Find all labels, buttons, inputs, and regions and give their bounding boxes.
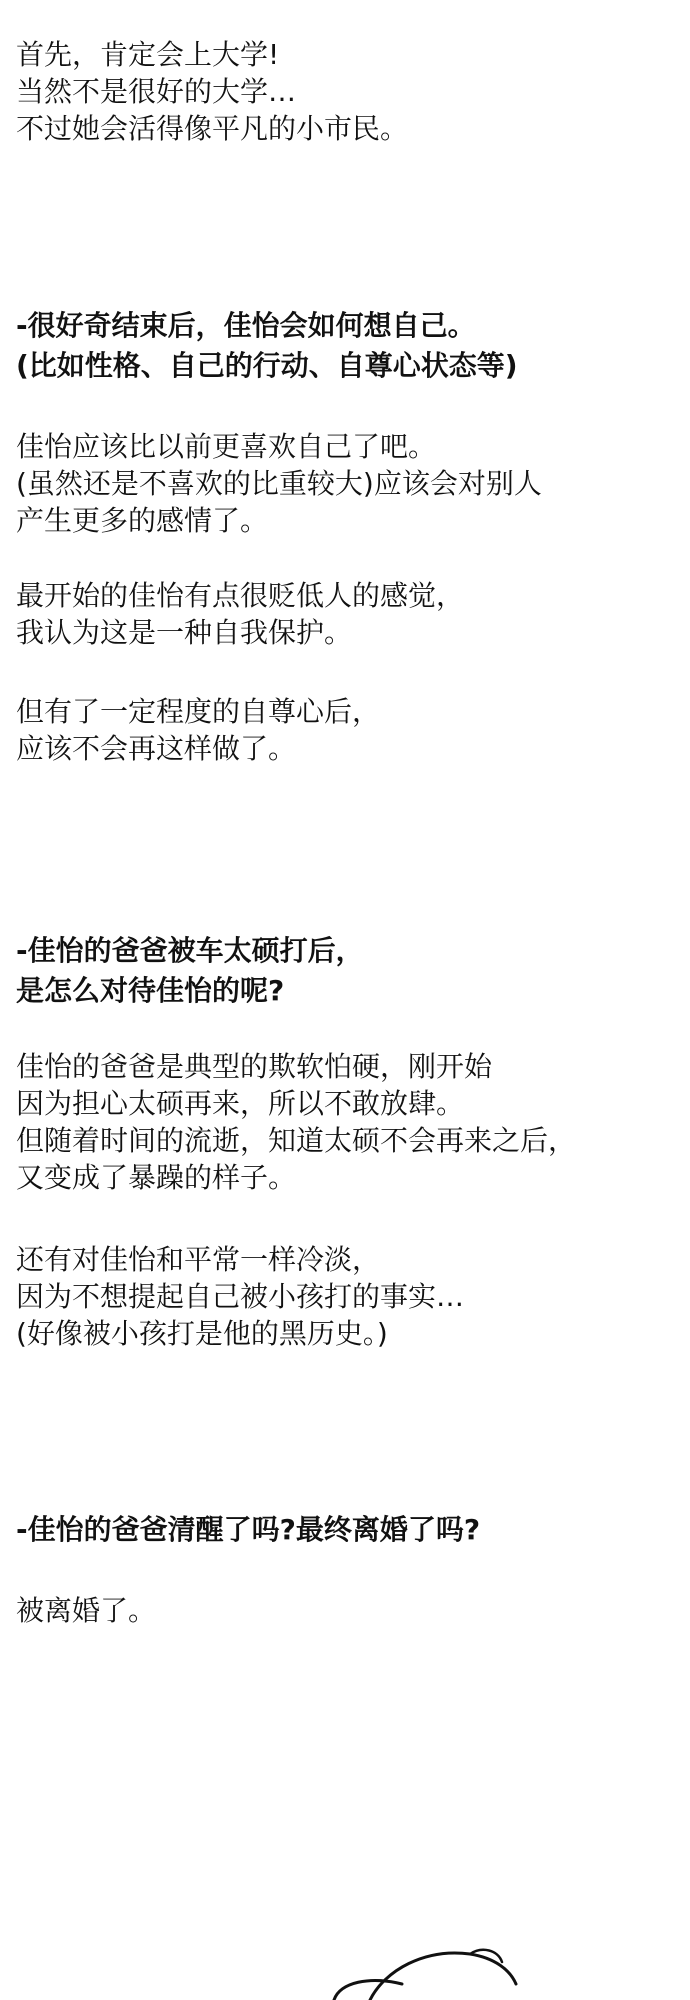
heading-line: -佳怡的爸爸被车太硕打后，: [16, 934, 364, 967]
question-heading-divorce: [16, 1510, 674, 1550]
heading-line: (比如性格、自己的行动、自尊心状态等): [16, 349, 518, 382]
answer-line: 我认为这是一种自我保护。: [16, 616, 353, 649]
doodle-drawing: [330, 1940, 530, 2000]
answer-line: 被离婚了。: [16, 1594, 157, 1627]
answer-line: (虽然还是不喜欢的比重较大)应该会对别人: [16, 467, 542, 500]
intro-line: 首先，肯定会上大学!: [16, 38, 280, 71]
answer-line: 还有对佳怡和平常一样冷淡，: [16, 1243, 381, 1276]
question-heading-father-treatment: [16, 931, 674, 1011]
answer-paragraph: [16, 428, 674, 539]
intro-line: 当然不是很好的大学…: [16, 75, 297, 108]
answer-paragraph: [16, 1048, 674, 1196]
answer-paragraph: [16, 1241, 674, 1352]
intro-paragraph: [16, 36, 674, 147]
answer-line: 但有了一定程度的自尊心后，: [16, 695, 381, 728]
answer-paragraph: [16, 1592, 674, 1629]
answer-line: 最开始的佳怡有点很贬低人的感觉，: [16, 579, 465, 612]
doodle-sketch-icon: [330, 1940, 530, 2000]
answer-line: 因为担心太硕再来，所以不敢放肆。: [16, 1087, 465, 1120]
heading-line: 是怎么对待佳怡的呢?: [16, 974, 285, 1007]
answer-line: 因为不想提起自己被小孩打的事实…: [16, 1280, 465, 1313]
intro-line: 不过她会活得像平凡的小市民。: [16, 112, 409, 145]
answer-paragraph: [16, 577, 674, 651]
answer-line: 又变成了暴躁的样子。: [16, 1161, 297, 1194]
answer-line: 佳怡应该比以前更喜欢自己了吧。: [16, 430, 437, 463]
answer-line: 产生更多的感情了。: [16, 504, 269, 537]
answer-line: 佳怡的爸爸是典型的欺软怕硬，刚开始: [16, 1050, 493, 1083]
question-heading-self-view: [16, 306, 674, 386]
answer-paragraph: [16, 693, 674, 767]
answer-line: (好像被小孩打是他的黑历史。): [16, 1317, 388, 1350]
answer-line: 应该不会再这样做了。: [16, 732, 297, 765]
heading-line: -佳怡的爸爸清醒了吗?最终离婚了吗?: [16, 1513, 481, 1546]
heading-line: -很好奇结束后，佳怡会如何想自己。: [16, 309, 476, 342]
answer-line: 但随着时间的流逝，知道太硕不会再来之后，: [16, 1124, 577, 1157]
